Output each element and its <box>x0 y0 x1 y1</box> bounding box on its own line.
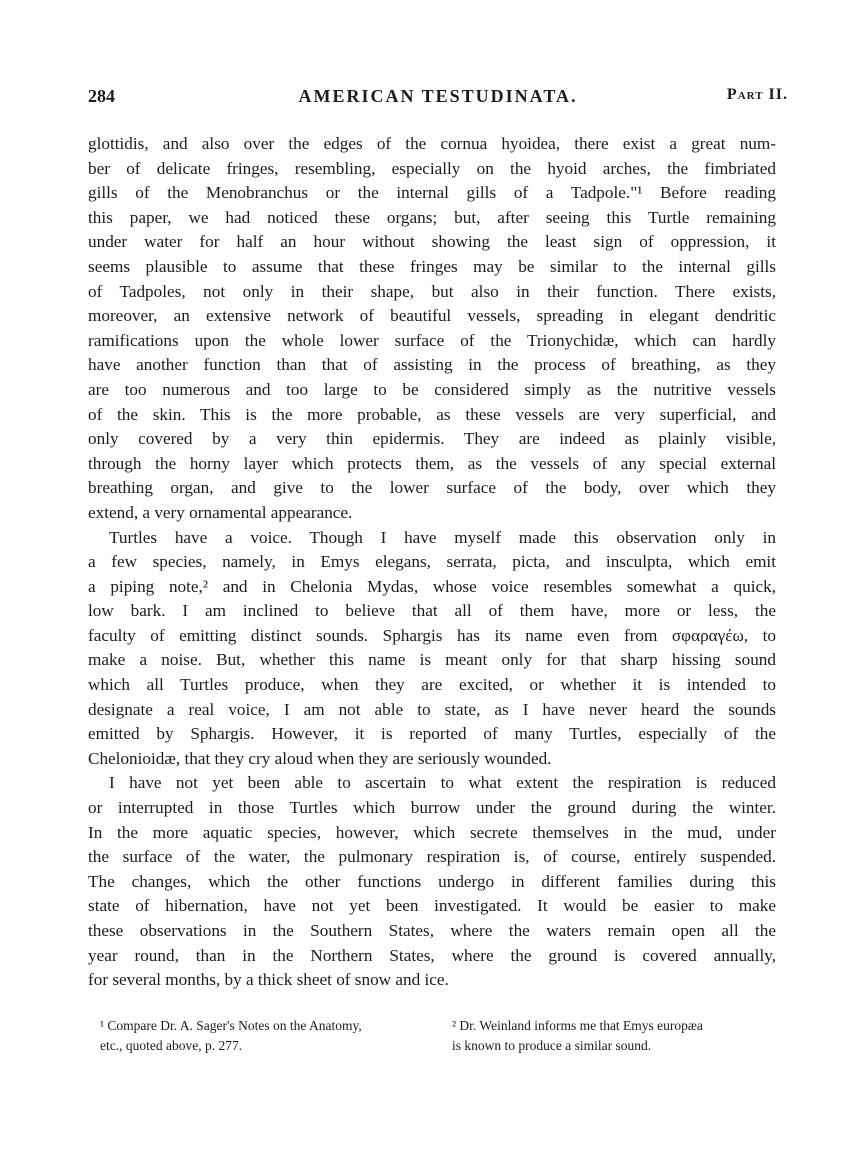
text-line: Turtles have a voice. Though I have myself made this observation only in <box>109 527 776 547</box>
text-line: state of hibernation, have not yet been investigated. It would be easier to make <box>88 896 776 916</box>
text-line: under water for half an hour without showing the least sign of oppression, it <box>88 232 776 252</box>
text-line: extend, a very ornamental appearance. <box>88 502 353 522</box>
text-line: this paper, we had noticed these organs; but, after seeing this Turtle remaining <box>88 207 776 227</box>
footnote-2 <box>452 1016 782 1056</box>
text-line: ramifications upon the whole lower surface of the Trionychidæ, which can hardly <box>88 330 776 350</box>
text-line: have another function than that of assisting in the process of breathing, as they <box>88 355 776 375</box>
text-line: or interrupted in those Turtles which burrow under the ground during the winter. <box>88 798 776 818</box>
text-line: for several months, by a thick sheet of snow and ice. <box>88 970 449 990</box>
text-line: year round, than in the Northern States, where the ground is covered annually, <box>88 945 776 965</box>
page-header <box>88 86 788 110</box>
text-line: make a noise. But, whether this name is meant only for that sharp hissing sound <box>88 650 776 670</box>
text-line: In the more aquatic species, however, which secrete themselves in the mud, under <box>88 822 776 842</box>
text-line: moreover, an extensive network of beautiful vessels, spreading in elegant dendritic <box>88 306 776 326</box>
text-line: The changes, which the other functions undergo in different families during this <box>88 871 776 891</box>
text-line: are too numerous and too large to be considered simply as the nutritive vessels <box>88 379 776 399</box>
running-title: AMERICAN TESTUDINATA. <box>298 86 578 106</box>
text-line: ber of delicate fringes, resembling, especially on the hyoid arches, the fimbriated <box>88 158 776 178</box>
text-line: a few species, namely, in Emys elegans, serrata, picta, and insculpta, which emit <box>88 552 776 572</box>
footnote-line: ¹ Compare Dr. A. Sager's Notes on the Anatomy, <box>100 1018 362 1033</box>
footnote-line: is known to produce a similar sound. <box>452 1038 652 1053</box>
text-line: emitted by Sphargis. However, it is reported of many Turtles, especially of the <box>88 724 776 744</box>
part-label: Part II. <box>726 86 788 103</box>
footnote-line: ² Dr. Weinland informs me that Emys europæa <box>452 1018 703 1033</box>
text-line: breathing organ, and give to the lower surface of the body, over which they <box>88 478 776 498</box>
text-line: of the skin. This is the more probable, as these vessels are very superficial, and <box>88 404 776 424</box>
text-line: designate a real voice, I am not able to state, as I have never heard the sounds <box>88 699 776 719</box>
text-line: faculty of emitting distinct sounds. Sphargis has its name even from σφαραγέω, to <box>88 625 776 645</box>
page-number: 284 <box>88 86 115 106</box>
text-line: I have not yet been able to ascertain to what extent the respiration is reduced <box>109 773 776 793</box>
footnote-line: etc., quoted above, p. 277. <box>100 1038 243 1053</box>
text-line: the surface of the water, the pulmonary respiration is, of course, entirely suspended. <box>88 847 776 867</box>
text-line: glottidis, and also over the edges of the cornua hyoidea, there exist a great num- <box>88 134 776 153</box>
text-line: these observations in the Southern States, where the waters remain open all the <box>88 921 776 940</box>
text-line: gills of the Menobranchus or the internal gills of a Tadpole."¹ Before reading <box>88 183 776 203</box>
text-line: seems plausible to assume that these fringes may be similar to the internal gills <box>88 256 776 276</box>
text-line: which all Turtles produce, when they are excited, or whether it is intended to <box>88 675 776 695</box>
text-line: a piping note,² and in Chelonia Mydas, whose voice resembles somewhat a quick, <box>88 576 776 596</box>
footnote-1 <box>100 1016 430 1056</box>
body-text <box>88 132 776 993</box>
text-line: only covered by a very thin epidermis. They are indeed as plainly visible, <box>88 429 776 449</box>
text-line: through the horny layer which protects them, as the vessels of any special external <box>88 453 776 473</box>
text-line: of Tadpoles, not only in their shape, but also in their function. There exists, <box>88 281 776 301</box>
text-line: Chelonioidæ, that they cry aloud when they are seriously wounded. <box>88 748 552 768</box>
text-line: low bark. I am inclined to believe that all of them have, more or less, the <box>88 601 776 621</box>
